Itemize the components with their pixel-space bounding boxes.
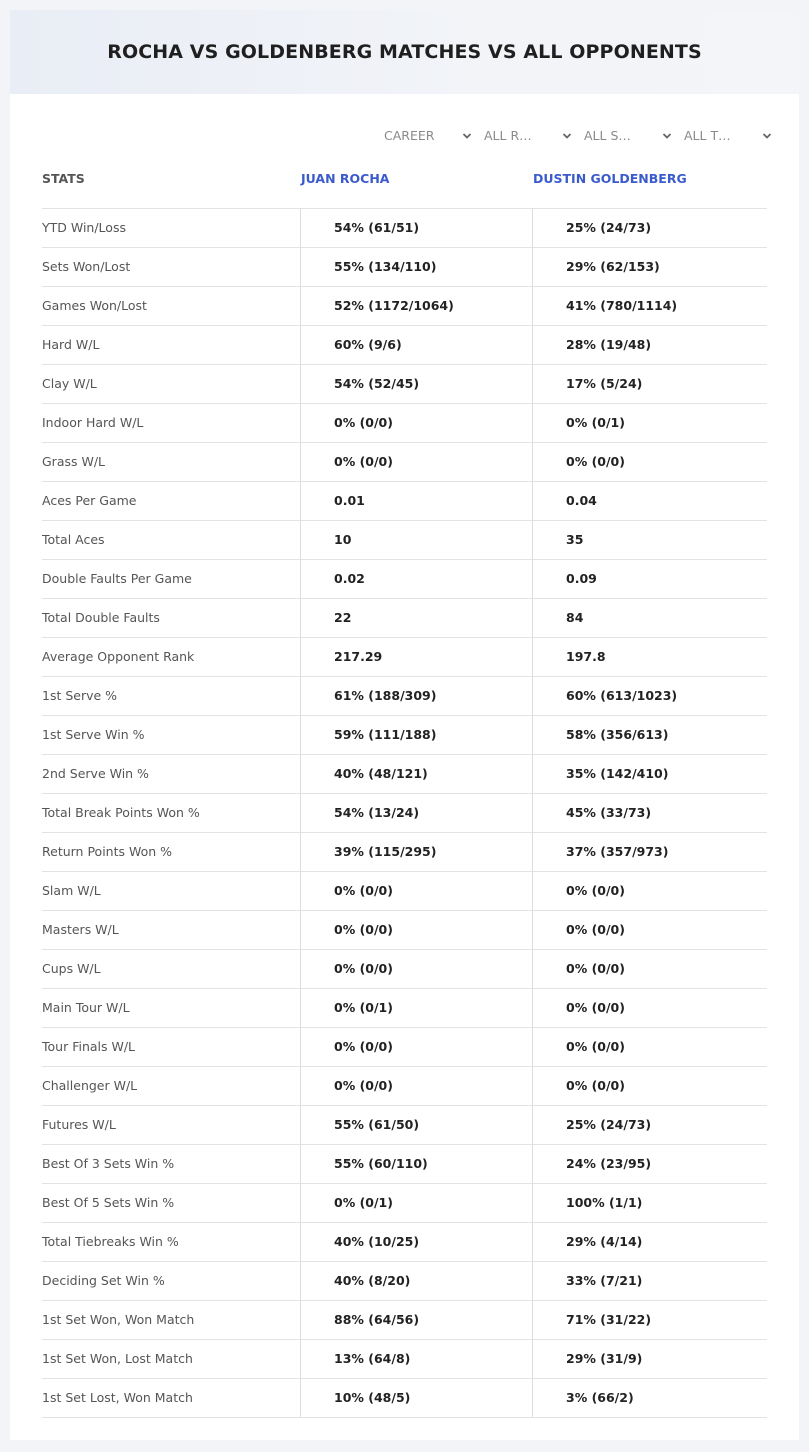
stat-label: 1st Serve Win %: [42, 727, 145, 742]
player2-value: 35: [532, 521, 767, 559]
player1-value: 0% (0/0): [300, 1067, 532, 1105]
player2-value: 25% (24/73): [532, 1106, 767, 1144]
player2-value: 0% (0/0): [532, 1067, 767, 1105]
stat-label: Challenger W/L: [42, 1078, 138, 1093]
player2-value: 45% (33/73): [532, 794, 767, 832]
player1-value: 60% (9/6): [300, 326, 532, 364]
stat-label: 1st Serve %: [42, 688, 118, 703]
stat-label: Tour Finals W/L: [42, 1039, 136, 1054]
table-row: [42, 794, 767, 833]
stat-label: Double Faults Per Game: [42, 571, 192, 586]
stat-label: Masters W/L: [42, 922, 119, 937]
table-row: [42, 209, 767, 248]
player2-value: 0% (0/0): [532, 950, 767, 988]
stat-label: Total Double Faults: [42, 610, 160, 625]
player2-value: 29% (62/153): [532, 248, 767, 286]
player1-value: 0% (0/1): [300, 989, 532, 1027]
player1-value: 55% (61/50): [300, 1106, 532, 1144]
filter-period-select[interactable]: [382, 125, 482, 147]
player2-value: 37% (357/973): [532, 833, 767, 871]
player2-value: 0% (0/0): [532, 911, 767, 949]
player2-value: 60% (613/1023): [532, 677, 767, 715]
chevron-down-icon: [462, 125, 474, 147]
table-row: [42, 287, 767, 326]
player1-value: 0% (0/0): [300, 404, 532, 442]
player2-value: 25% (24/73): [532, 209, 767, 247]
table-row: [42, 1340, 767, 1379]
filter-label: ALL T…: [684, 128, 731, 143]
stat-label: Total Break Points Won %: [42, 805, 200, 820]
table-row: [42, 521, 767, 560]
filter-label: CAREER: [384, 128, 435, 143]
player1-value: 61% (188/309): [300, 677, 532, 715]
player1-value: 55% (60/110): [300, 1145, 532, 1183]
filter-label: ALL R…: [484, 128, 532, 143]
player1-value: 40% (48/121): [300, 755, 532, 793]
column-header-player2[interactable]: DUSTIN GOLDENBERG: [533, 171, 687, 186]
player1-value: 59% (111/188): [300, 716, 532, 754]
player1-value: 0% (0/0): [300, 950, 532, 988]
stat-label: Futures W/L: [42, 1117, 116, 1132]
player2-value: 0.04: [532, 482, 767, 520]
player2-value: 28% (19/48): [532, 326, 767, 364]
player2-value: 29% (4/14): [532, 1223, 767, 1261]
stat-label: 1st Set Lost, Won Match: [42, 1390, 193, 1405]
player1-value: 55% (134/110): [300, 248, 532, 286]
player1-value: 22: [300, 599, 532, 637]
player1-value: 54% (13/24): [300, 794, 532, 832]
table-row: [42, 443, 767, 482]
player1-value: 217.29: [300, 638, 532, 676]
stat-label: Grass W/L: [42, 454, 106, 469]
table-row: [42, 1145, 767, 1184]
column-header-stats: STATS: [42, 171, 85, 186]
player2-value: 197.8: [532, 638, 767, 676]
player2-value: 41% (780/1114): [532, 287, 767, 325]
table-row: [42, 1379, 767, 1418]
stat-label: 1st Set Won, Won Match: [42, 1312, 195, 1327]
table-row: [42, 1067, 767, 1106]
chevron-down-icon: [762, 125, 774, 147]
stats-card: [10, 10, 799, 1440]
player1-value: 52% (1172/1064): [300, 287, 532, 325]
player2-value: 0% (0/0): [532, 872, 767, 910]
player2-value: 0% (0/0): [532, 1028, 767, 1066]
player2-value: 35% (142/410): [532, 755, 767, 793]
player1-value: 39% (115/295): [300, 833, 532, 871]
table-row: [42, 833, 767, 872]
player1-value: 0% (0/0): [300, 443, 532, 481]
player1-value: 54% (52/45): [300, 365, 532, 403]
stat-label: Best Of 3 Sets Win %: [42, 1156, 175, 1171]
player2-value: 84: [532, 599, 767, 637]
player2-value: 71% (31/22): [532, 1301, 767, 1339]
table-row: [42, 560, 767, 599]
table-row: [42, 1028, 767, 1067]
player2-value: 0% (0/1): [532, 404, 767, 442]
table-row: [42, 989, 767, 1028]
stat-label: Return Points Won %: [42, 844, 173, 859]
table-row: [42, 1223, 767, 1262]
table-row: [42, 677, 767, 716]
player2-value: 29% (31/9): [532, 1340, 767, 1378]
stat-label: Total Aces: [42, 532, 105, 547]
chevron-down-icon: [662, 125, 674, 147]
page-title: ROCHA VS GOLDENBERG MATCHES VS ALL OPPONENTS: [107, 41, 702, 63]
stat-label: Clay W/L: [42, 376, 97, 391]
chevron-down-icon: [562, 125, 574, 147]
player2-value: 3% (66/2): [532, 1379, 767, 1417]
player2-value: 24% (23/95): [532, 1145, 767, 1183]
player2-value: 17% (5/24): [532, 365, 767, 403]
card-header: [10, 10, 799, 94]
stat-label: Sets Won/Lost: [42, 259, 131, 274]
stat-label: 1st Set Won, Lost Match: [42, 1351, 193, 1366]
table-row: [42, 716, 767, 755]
stat-label: Games Won/Lost: [42, 298, 147, 313]
player1-value: 0% (0/1): [300, 1184, 532, 1222]
table-row: [42, 482, 767, 521]
stat-label: 2nd Serve Win %: [42, 766, 149, 781]
stats-table-body: [42, 208, 767, 1418]
stat-label: Deciding Set Win %: [42, 1273, 165, 1288]
player2-value: 100% (1/1): [532, 1184, 767, 1222]
player1-value: 0.02: [300, 560, 532, 598]
table-row: [42, 638, 767, 677]
table-row: [42, 755, 767, 794]
table-row: [42, 872, 767, 911]
stat-label: Average Opponent Rank: [42, 649, 195, 664]
filter-label: ALL S…: [584, 128, 631, 143]
table-row: [42, 404, 767, 443]
filter-round-select[interactable]: [482, 125, 582, 147]
player1-value: 10% (48/5): [300, 1379, 532, 1417]
table-row: [42, 1106, 767, 1145]
table-row: [42, 326, 767, 365]
player1-value: 0% (0/0): [300, 872, 532, 910]
stat-label: Slam W/L: [42, 883, 101, 898]
column-header-player1[interactable]: JUAN ROCHA: [301, 171, 390, 186]
stat-label: Main Tour W/L: [42, 1000, 130, 1015]
player1-value: 54% (61/51): [300, 209, 532, 247]
player1-value: 40% (10/25): [300, 1223, 532, 1261]
player1-value: 0% (0/0): [300, 1028, 532, 1066]
player2-value: 0.09: [532, 560, 767, 598]
table-row: [42, 1184, 767, 1223]
stat-label: Best Of 5 Sets Win %: [42, 1195, 175, 1210]
player1-value: 0% (0/0): [300, 911, 532, 949]
player1-value: 0.01: [300, 482, 532, 520]
stat-label: Hard W/L: [42, 337, 100, 352]
table-row: [42, 365, 767, 404]
table-row: [42, 599, 767, 638]
filter-tournament-select[interactable]: [682, 125, 782, 147]
stat-label: YTD Win/Loss: [42, 220, 126, 235]
player2-value: 0% (0/0): [532, 443, 767, 481]
filter-bar: [382, 125, 782, 147]
table-row: [42, 248, 767, 287]
table-row: [42, 950, 767, 989]
player2-value: 0% (0/0): [532, 989, 767, 1027]
stat-label: Cups W/L: [42, 961, 101, 976]
player1-value: 10: [300, 521, 532, 559]
player1-value: 88% (64/56): [300, 1301, 532, 1339]
table-header: [42, 170, 767, 208]
player1-value: 40% (8/20): [300, 1262, 532, 1300]
table-row: [42, 1262, 767, 1301]
player2-value: 33% (7/21): [532, 1262, 767, 1300]
stat-label: Indoor Hard W/L: [42, 415, 144, 430]
table-row: [42, 911, 767, 950]
player1-value: 13% (64/8): [300, 1340, 532, 1378]
player2-value: 58% (356/613): [532, 716, 767, 754]
stat-label: Aces Per Game: [42, 493, 137, 508]
table-row: [42, 1301, 767, 1340]
stat-label: Total Tiebreaks Win %: [42, 1234, 179, 1249]
filter-surface-select[interactable]: [582, 125, 682, 147]
